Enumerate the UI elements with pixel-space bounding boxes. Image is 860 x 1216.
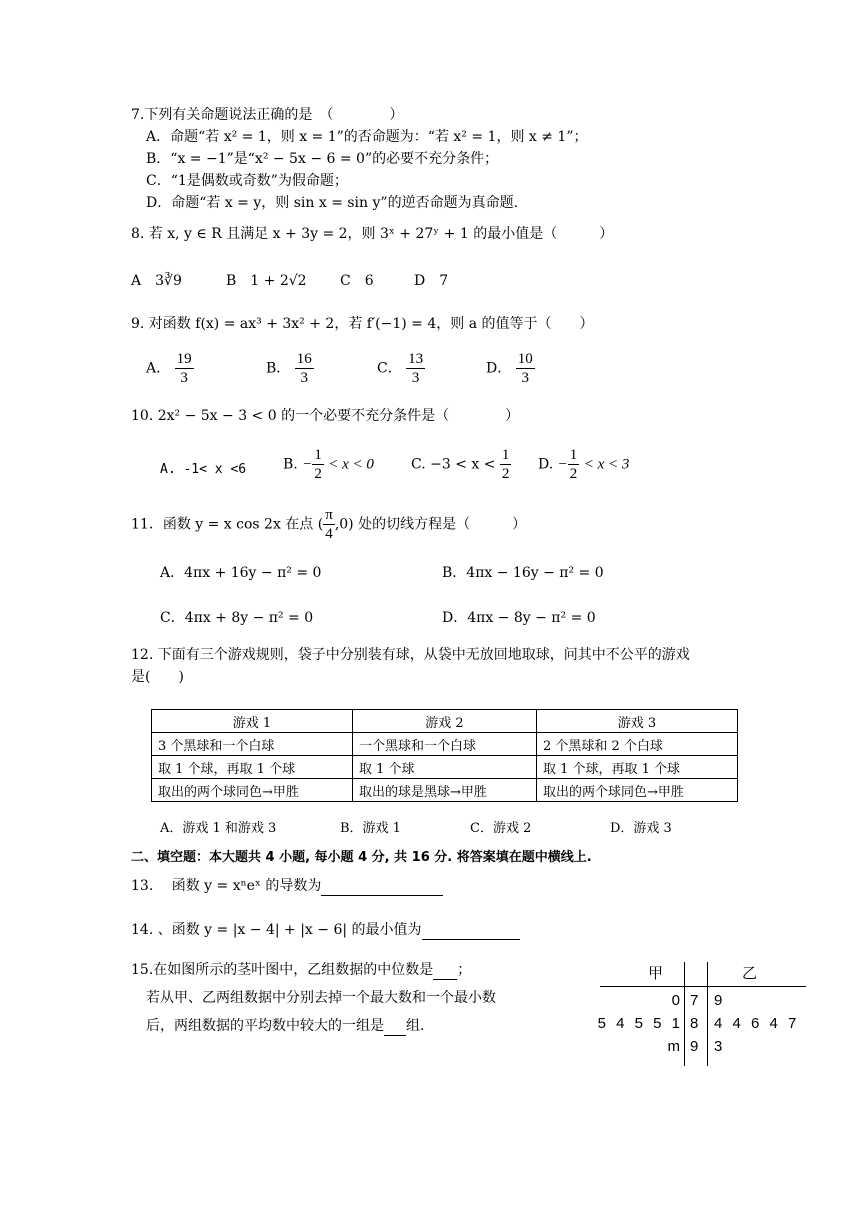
table-header-cell: 游戏 2 xyxy=(352,710,536,733)
stem-leaf-stem: 7 xyxy=(690,992,699,1009)
table-header-row xyxy=(152,710,738,733)
q15-line3-text: 后，两组数据的平均数中较大的一组是 xyxy=(146,1018,384,1034)
table-header-cell: 游戏 3 xyxy=(536,710,737,733)
q10-option-c xyxy=(411,446,511,483)
q10-d-fraction xyxy=(568,446,580,483)
q9-d-fraction xyxy=(516,350,535,387)
q8-option-b: B 1 + 2√2 xyxy=(226,273,307,289)
q10-d-den: 2 xyxy=(569,466,578,482)
q8-option-d: D 7 xyxy=(414,273,449,289)
stem-leaf-left-divider xyxy=(684,962,685,1066)
q15-line2: 若从甲、乙两组数据中分别去掉一个最大数和一个最小数 xyxy=(146,990,496,1006)
table-cell: 取出的两个球同色→甲胜 xyxy=(152,779,353,802)
q10-c-text: C. −3 < x < xyxy=(411,456,496,473)
table-cell: 取 1 个球，再取 1 个球 xyxy=(152,756,353,779)
q9-c-fraction xyxy=(406,350,425,387)
q11-stem xyxy=(131,506,526,543)
stem-leaf-right-divider xyxy=(707,962,708,1066)
table-cell: 取 1 个球，再取 1 个球 xyxy=(536,756,737,779)
q15-group-blank[interactable] xyxy=(384,1019,406,1036)
q13-stem: 13. 函数 y = xⁿeˣ 的导数为 xyxy=(131,878,322,894)
q9-c-den: 3 xyxy=(411,370,420,386)
table-cell: 3 个黑球和一个白球 xyxy=(152,733,353,756)
q14 xyxy=(131,920,520,940)
q12-stem-line2: 是( ) xyxy=(131,669,184,685)
q12-option-b: B．游戏 1 xyxy=(340,821,401,836)
q11-four: 4 xyxy=(325,526,333,542)
table-cell: 取出的两个球同色→甲胜 xyxy=(536,779,737,802)
q7-option-b: B．“x = −1”是“x² − 5x − 6 = 0”的必要不充分条件； xyxy=(146,151,499,167)
q11-option-d: D．4πx − 8y − π² = 0 xyxy=(442,610,596,626)
q15-median-blank[interactable] xyxy=(433,963,457,980)
stem-leaf-stem: 8 xyxy=(690,1015,699,1032)
q7-option-d: D．命题“若 x = y，则 sin x = sin y”的逆否命题为真命题. xyxy=(146,195,519,211)
q10-b-label: B. xyxy=(283,456,298,473)
q9-stem: 9. 对函数 f(x) = ax³ + 3x² + 2，若 f′(−1) = 4，则 a 的值等于（ ） xyxy=(131,316,594,332)
q15-line3-end: 组. xyxy=(406,1018,425,1034)
q11-stem-post: ,0) 处的切线方程是（ ） xyxy=(334,516,527,533)
q13-answer-blank[interactable] xyxy=(321,879,443,896)
q7-option-a: A．命题“若 x² = 1，则 x = 1”的否命题为：“若 x² = 1，则 x ≠ 1”； xyxy=(146,129,588,145)
q12-option-c: C．游戏 2 xyxy=(470,821,532,836)
stem-leaf-horizontal-rule xyxy=(600,986,806,987)
stem-leaf-left-leaves: 0 xyxy=(671,992,680,1009)
table-row xyxy=(152,733,738,756)
q9-b-num: 16 xyxy=(296,351,312,367)
q9-a-den: 3 xyxy=(180,370,188,386)
q11-stem-pre: 11．函数 y = x cos 2x 在点 ( xyxy=(131,516,324,533)
q12-option-a: A．游戏 1 和游戏 3 xyxy=(160,821,277,836)
q9-option-b xyxy=(266,350,314,387)
table-cell: 取出的球是黑球→甲胜 xyxy=(352,779,536,802)
q10-d-label: D. xyxy=(538,456,554,473)
q9-a-label: A． xyxy=(146,360,171,377)
q12-option-d: D．游戏 3 xyxy=(610,821,672,836)
section-heading: 二、填空题：本大题共 4 小题, 每小题 4 分, 共 16 分. 将答案填在题中横线上. xyxy=(131,850,592,865)
q15-line1 xyxy=(131,960,471,980)
q8-option-c: C 6 xyxy=(340,273,374,289)
q8-stem: 8. 若 x, y ∈ R 且满足 x + 3y = 2，则 3ˣ + 27ʸ + 1 的最小值是（ ） xyxy=(131,226,614,242)
table-header-cell: 游戏 1 xyxy=(152,710,353,733)
q15-line1-end: ； xyxy=(457,962,472,978)
q10-option-b: B. − $\frac{1}{2}$ < x < 0 xyxy=(283,447,374,482)
q15-line1-text: 15.在如图所示的茎叶图中，乙组数据的中位数是 xyxy=(131,962,434,978)
q8-option-a: A 3∛9 xyxy=(131,273,182,289)
q10-option-d: D. − $\frac{1}{2}$ < x < 3 xyxy=(538,447,630,482)
table-cell: 2 个黑球和 2 个白球 xyxy=(536,733,737,756)
q10-c-num: 1 xyxy=(501,447,510,463)
q11-option-a: A．4πx + 16y − π² = 0 xyxy=(160,565,322,581)
q9-d-num: 10 xyxy=(517,351,533,367)
stem-leaf-stem: 9 xyxy=(690,1038,699,1055)
table-cell: 取 1 个球 xyxy=(352,756,536,779)
q10-c-den: 2 xyxy=(501,466,510,482)
table-row xyxy=(152,756,738,779)
q15-line3 xyxy=(146,1016,424,1036)
q10-c-fraction xyxy=(500,446,512,483)
table-row xyxy=(152,779,738,802)
q9-d-den: 3 xyxy=(521,370,529,386)
q9-b-fraction xyxy=(295,350,314,387)
stem-leaf-right-leaves: 3 xyxy=(714,1038,723,1055)
q10-option-a: A. -1< x <6 xyxy=(160,462,247,477)
q10-stem: 10. 2x² − 5x − 3 < 0 的一个必要不充分条件是（ ） xyxy=(131,408,520,424)
q9-c-num: 13 xyxy=(408,351,424,367)
stem-leaf-right-leaves: 4 4 6 4 7 xyxy=(714,1015,797,1032)
q7-stem: 7.下列有关命题说法正确的是 （ ） xyxy=(131,107,404,123)
q10-b-rest: < x < 0 xyxy=(328,456,374,473)
games-table xyxy=(151,709,738,802)
q10-d-rest: < x < 3 xyxy=(583,456,630,473)
q11-option-b: B．4πx − 16y − π² = 0 xyxy=(442,565,604,581)
q9-a-num: 19 xyxy=(176,351,192,367)
q9-option-d xyxy=(486,350,535,387)
q12-stem-line1: 12. 下面有三个游戏规则，袋子中分别装有球，从袋中无放回地取球，问其中不公平的游戏 xyxy=(131,647,690,663)
q9-b-label: B． xyxy=(266,360,291,377)
q10-d-num: 1 xyxy=(569,447,578,463)
q9-d-label: D． xyxy=(486,360,512,377)
stem-leaf-left-leaves: m xyxy=(667,1038,680,1055)
q13 xyxy=(131,876,443,896)
q11-pi-fraction xyxy=(323,506,335,543)
stem-leaf-header-right: 乙 xyxy=(742,965,758,982)
q10-b-den: 2 xyxy=(314,466,322,482)
q9-option-c xyxy=(377,350,425,387)
stem-leaf-right-leaves: 9 xyxy=(714,992,723,1009)
q9-option-a xyxy=(146,350,194,387)
q9-a-fraction xyxy=(175,350,194,387)
table-cell: 一个黑球和一个白球 xyxy=(352,733,536,756)
q10-b-num: 1 xyxy=(314,447,322,463)
stem-leaf-header-left: 甲 xyxy=(648,965,664,982)
q9-b-den: 3 xyxy=(300,370,308,386)
q11-option-c: C．4πx + 8y − π² = 0 xyxy=(160,610,314,626)
q11-pi: π xyxy=(325,507,333,523)
stem-leaf-left-leaves: 5 4 5 5 1 xyxy=(597,1015,680,1032)
q9-c-label: C． xyxy=(377,360,402,377)
q10-b-fraction xyxy=(312,446,324,483)
q7-option-c: C．“1是偶数或奇数”为假命题； xyxy=(146,173,348,189)
q14-stem: 14. 、函数 y = |x − 4| + |x − 6| 的最小值为 xyxy=(131,922,422,938)
q14-answer-blank[interactable] xyxy=(422,923,520,940)
